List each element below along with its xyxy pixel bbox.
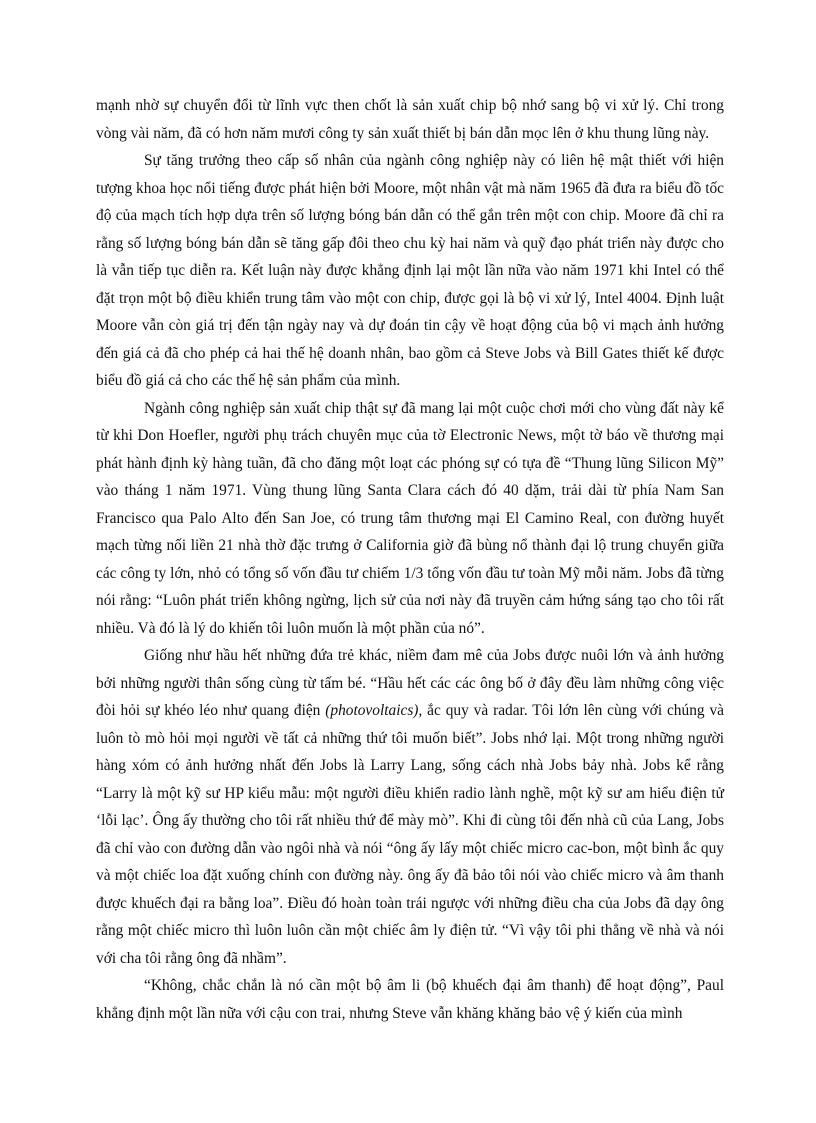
paragraph-continuation: mạnh nhờ sự chuyển đổi từ lĩnh vực then chốt là sản xuất chip bộ nhớ sang bộ vi xử lý. Chỉ trong vòng vài năm, đã có hơn năm mươi công ty sản xuất thiết bị bán dẫn mọc lên ở khu thung lũng này. bbox=[96, 97, 724, 142]
paragraph-moore-law: Sự tăng trưởng theo cấp số nhân của ngành công nghiệp này có liên hệ mật thiết với hiện tượng khoa học nổi tiếng được phát hiện bởi Moore, một nhân vật mà năm 1965 đã đưa ra biểu đồ tốc độ của mạch tích hợp dựa trên số lượng bóng bán dẫn có thể gắn trên một con chip. Moore đã chỉ ra rằng số lượng bóng bán dẫn sẽ tăng gấp đôi theo chu kỳ hai năm và quỹ đạo phát triển này được cho là vẫn tiếp tục diễn ra. Kết luận này được khẳng định lại một lần nữa vào năm 1971 khi Intel có thể đặt trọn một bộ điều khiển trung tâm vào một con chip, được gọi là bộ vi xử lý, Intel 4004. Định luật Moore vẫn còn giá trị đến tận ngày nay và dự đoán tin cậy về hoạt động của bộ vi mạch ảnh hưởng đến giá cả đã cho phép cả hai thế hệ doanh nhân, bao gồm cả Steve Jobs và Bill Gates thiết kế được biểu đồ giá cả cho các thế hệ sản phẩm của mình. bbox=[96, 152, 724, 389]
paragraph-silicon-valley: Ngành công nghiệp sản xuất chip thật sự đã mang lại một cuộc chơi mới cho vùng đất này kể từ khi Don Hoefler, người phụ trách chuyên mục của tờ Electronic News, một tờ báo về thương mại phát hành định kỳ hàng tuần, đã cho đăng một loạt các phóng sự có tựa đề “Thung lũng Silicon Mỹ” vào tháng 1 năm 1971. Vùng thung lũng Santa Clara cách đó 40 dặm, trải dài từ phía Nam San Francisco qua Palo Alto đến San Joe, có trung tâm thương mại El Camino Real, con đường huyết mạch từng nối liền 21 nhà thờ đặc trưng ở California giờ đã bùng nổ thành đại lộ trung chuyển giữa các công ty lớn, nhỏ có tổng số vốn đầu tư chiếm 1/3 tổng vốn đầu tư toàn Mỹ mỗi năm. Jobs đã từng nói rằng: “Luôn phát triển không ngừng, lịch sử của nơi này đã truyền cảm hứng sáng tạo cho tôi rất nhiều. Và đó là lý do khiến tôi luôn muốn là một phần của nó”. bbox=[96, 399, 724, 637]
paragraph-jobs-childhood-italic: (photovoltaics), bbox=[325, 702, 423, 719]
paragraph-paul-reply: “Không, chắc chắn là nó cần một bộ âm li (bộ khuếch đại âm thanh) để hoạt động”, Paul khẳng định một lần nữa với cậu con trai, nhưng Steve vẫn khăng khăng bảo vệ ý kiến của mình bbox=[96, 977, 724, 1022]
paragraph-jobs-childhood-part1: Giống như hầu hết những đứa trẻ khác, niềm đam mê của Jobs được nuôi lớn và ảnh hưởng bởi những người thân sống cùng từ tấm bé. “Hầu hết các các ông bố ở đây đều làm những công việc đòi hỏi sự khéo léo như quang điện bbox=[96, 647, 724, 719]
paragraph-jobs-childhood bbox=[96, 642, 724, 972]
paragraph-jobs-childhood-part2: ắc quy và radar. Tôi lớn lên cùng với chúng và luôn tò mò hỏi mọi người về tất cả những thứ tôi muốn biết”. Jobs nhớ lại. Một trong những người hàng xóm có ảnh hưởng nhất đến Jobs là Larry Lang, sống cách nhà Jobs bảy nhà. Jobs kể rằng “Larry là một kỹ sư HP kiểu mẫu: một người điều khiển radio lành nghề, một kỹ sư am hiểu điện tử ‘lỗi lạc’. Ông ấy thường cho tôi rất nhiều thứ để mày mò”. Khi đi cùng tôi đến nhà cũ của Lang, Jobs đã chỉ vào con đường dẫn vào ngôi nhà và nói “ông ấy lấy một chiếc micro cac-bon, một bình ắc quy và một chiếc loa đặt xuống chính con đường này. ông ấy đã bảo tôi nói vào chiếc micro và âm thanh được khuếch đại ra bằng loa”. Điều đó hoàn toàn trái ngược với những điều cha của Jobs đã dạy ông rằng một chiếc micro thì luôn luôn cần một chiếc âm ly điện tử. “Vì vậy tôi phi thẳng về nhà và nói với cha tôi rằng ông đã nhầm”. bbox=[96, 702, 724, 967]
document-page bbox=[96, 92, 724, 1027]
